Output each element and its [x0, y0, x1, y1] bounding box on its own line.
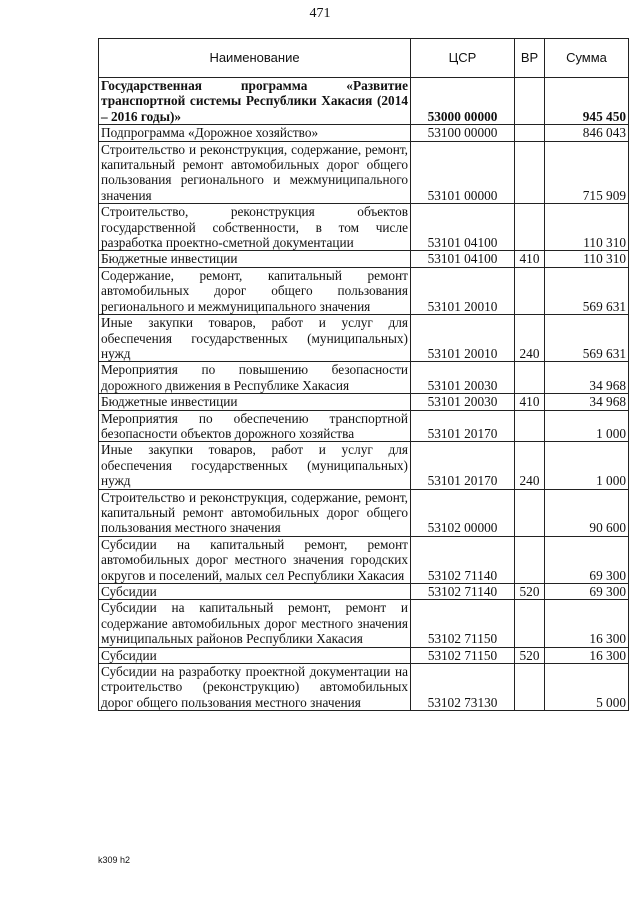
row-sum: 5 000 — [545, 664, 629, 711]
row-name: Иные закупки товаров, работ и услуг для обеспечения государственных (муниципальных) нужд — [99, 315, 411, 362]
table-row — [99, 664, 629, 711]
row-name: Строительство и реконструкция, содержание, ремонт, капитальный ремонт автомобильных дорог общего пользования регионального и межмуниципального значения — [99, 141, 411, 204]
row-name: Содержание, ремонт, капитальный ремонт автомобильных дорог общего пользования регионального и межмуниципального значения — [99, 267, 411, 314]
row-name: Бюджетные инвестиции — [99, 251, 411, 267]
row-sum: 34 968 — [545, 394, 629, 410]
row-name: Мероприятия по повышению безопасности дорожного движения в Республике Хакасия — [99, 362, 411, 394]
row-vr: 520 — [515, 647, 545, 663]
row-name: Подпрограмма «Дорожное хозяйство» — [99, 125, 411, 141]
row-name: Мероприятия по обеспечению транспортной безопасности объектов дорожного хозяйства — [99, 410, 411, 442]
row-sum: 1 000 — [545, 410, 629, 442]
row-csr: 53102 71150 — [411, 647, 515, 663]
row-name: Субсидии — [99, 584, 411, 600]
row-csr: 53101 20170 — [411, 442, 515, 489]
header-csr: ЦСР — [411, 39, 515, 78]
table-row — [99, 410, 629, 442]
row-vr: 520 — [515, 584, 545, 600]
row-sum: 945 450 — [545, 78, 629, 125]
footer-code: k309 h2 — [98, 855, 131, 865]
row-csr: 53101 20030 — [411, 394, 515, 410]
header-vr: ВР — [515, 39, 545, 78]
row-vr — [515, 489, 545, 536]
table-row — [99, 125, 629, 141]
row-csr: 53101 20170 — [411, 410, 515, 442]
row-sum: 569 631 — [545, 315, 629, 362]
row-sum: 90 600 — [545, 489, 629, 536]
header-sum: Сумма — [545, 39, 629, 78]
row-name: Государственная программа «Развитие транспортной системы Республики Хакасия (2014 – 2016 годы)» — [99, 78, 411, 125]
row-csr: 53000 00000 — [411, 78, 515, 125]
row-csr: 53100 00000 — [411, 125, 515, 141]
row-csr: 53102 71150 — [411, 600, 515, 647]
row-csr: 53101 20010 — [411, 267, 515, 314]
row-csr: 53101 20030 — [411, 362, 515, 394]
row-csr: 53102 71140 — [411, 584, 515, 600]
table-row — [99, 251, 629, 267]
row-vr — [515, 536, 545, 583]
table-row — [99, 442, 629, 489]
row-sum: 16 300 — [545, 600, 629, 647]
table-header-row — [99, 39, 629, 78]
row-vr — [515, 141, 545, 204]
row-vr — [515, 78, 545, 125]
table-row — [99, 78, 629, 125]
row-name: Субсидии на капитальный ремонт, ремонт и содержание автомобильных дорог местного значения муниципальных районов Республики Хакасия — [99, 600, 411, 647]
row-sum: 569 631 — [545, 267, 629, 314]
row-name: Субсидии — [99, 647, 411, 663]
row-csr: 53101 00000 — [411, 141, 515, 204]
table-row — [99, 536, 629, 583]
row-vr — [515, 410, 545, 442]
row-csr: 53102 71140 — [411, 536, 515, 583]
table-row — [99, 584, 629, 600]
table-row — [99, 204, 629, 251]
row-vr: 410 — [515, 394, 545, 410]
row-vr — [515, 600, 545, 647]
row-sum: 69 300 — [545, 536, 629, 583]
table-row — [99, 600, 629, 647]
budget-table — [98, 38, 629, 711]
row-name: Бюджетные инвестиции — [99, 394, 411, 410]
row-sum: 34 968 — [545, 362, 629, 394]
row-name: Субсидии на разработку проектной документации на строительство (реконструкцию) автомобильных дорог общего пользования местного значения — [99, 664, 411, 711]
row-csr: 53101 20010 — [411, 315, 515, 362]
table-row — [99, 647, 629, 663]
table-row — [99, 489, 629, 536]
row-vr: 410 — [515, 251, 545, 267]
row-sum: 715 909 — [545, 141, 629, 204]
row-sum: 16 300 — [545, 647, 629, 663]
row-csr: 53101 04100 — [411, 251, 515, 267]
row-name: Строительство и реконструкция, содержание, ремонт, капитальный ремонт автомобильных дорог общего пользования местного значения — [99, 489, 411, 536]
table-row — [99, 362, 629, 394]
row-name: Иные закупки товаров, работ и услуг для обеспечения государственных (муниципальных) нужд — [99, 442, 411, 489]
page-number: 471 — [309, 6, 331, 21]
row-name: Субсидии на капитальный ремонт, ремонт автомобильных дорог местного значения городских округов и поселений, малых сел Республики Хакасия — [99, 536, 411, 583]
row-csr: 53102 00000 — [411, 489, 515, 536]
row-sum: 846 043 — [545, 125, 629, 141]
row-csr: 53101 04100 — [411, 204, 515, 251]
row-vr — [515, 362, 545, 394]
row-vr — [515, 664, 545, 711]
table-row — [99, 141, 629, 204]
row-vr — [515, 125, 545, 141]
row-csr: 53102 73130 — [411, 664, 515, 711]
row-sum: 1 000 — [545, 442, 629, 489]
row-vr: 240 — [515, 442, 545, 489]
table-row — [99, 315, 629, 362]
row-vr — [515, 267, 545, 314]
table-body — [99, 78, 629, 711]
header-name: Наименование — [99, 39, 411, 78]
row-name: Строительство, реконструкция объектов государственной собственности, в том числе разработка проектно-сметной документации — [99, 204, 411, 251]
table-row — [99, 394, 629, 410]
row-sum: 110 310 — [545, 251, 629, 267]
row-sum: 69 300 — [545, 584, 629, 600]
row-vr — [515, 204, 545, 251]
row-vr: 240 — [515, 315, 545, 362]
table-row — [99, 267, 629, 314]
row-sum: 110 310 — [545, 204, 629, 251]
